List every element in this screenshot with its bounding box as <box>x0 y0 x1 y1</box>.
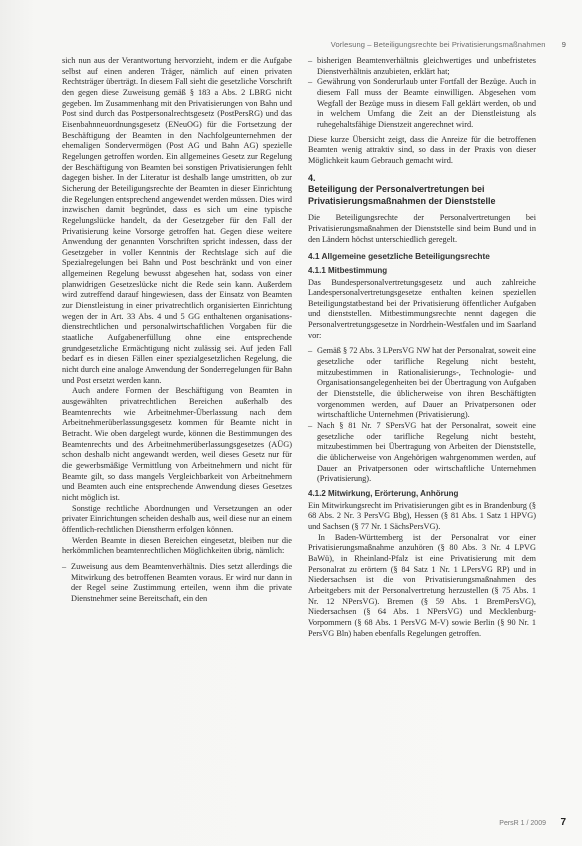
list-item: – Nach § 81 Nr. 7 SPersVG hat der Personalrat, soweit eine gesetzliche oder tarifliche Regelung nicht besteht, mitzubestimmen bei Übertragung von Arbeiten der Dienststelle, die üblicherweise von Angehörigen wahrgenommen werden, auf Dauer an Privatpersonen oder wirtschaftliche Unternehmen (Privatisierung). <box>308 421 536 485</box>
section-number: 4. <box>308 172 316 183</box>
dash-list <box>62 562 292 605</box>
body-paragraph: Die Beteiligungsrechte der Personalvertretungen bei Privatisierungsmaßnahmen der Dienststelle sind beim Bund und in den Ländern höchst unterschiedlich geregelt. <box>308 213 536 244</box>
body-paragraph: In Baden-Württemberg ist der Personalrat vor einer Privatisierungsmaßnahme anzuhören (§ 80 Abs. 3 Nr. 4 LPVG BaWü), in Rheinland-Pfalz ist eine Privatisierung mit dem Personalrat zu erörtern (§ 84 Satz 1 Nr. 1 LPersVG RP) und in Niedersachsen ist die von Privatisierungsmaßnahmen des Arbeitgebers mit der Personalvertretung herzustellen (§ 75 Abs. 1 Nr. 12 NPersVG). Bremen (§ 59 Abs. 1 BremPersVG), Niedersachsen (§ 64 Abs. 1 NPersVG) und Mecklenburg-Vorpommern (§ 68 Abs. 1 PersVG M-V) sowie Berlin (§ 90 Nr. 1 PersVG Bln) haben ebenfalls Regelungen getroffen. <box>308 532 536 638</box>
right-column <box>308 56 536 639</box>
list-item-continued: – bisherigen Beamtenverhältnis gleichwertiges und unbefristetes Dienstverhältnis anzubieten, erklärt hat; <box>308 56 536 77</box>
list-item: – Gemäß § 72 Abs. 3 LPersVG NW hat der Personalrat, soweit eine gesetzliche oder tarifliche Regelung nicht besteht, mitzubestimmen in Rationalisierungs-, Technologie- und Organisationsangelegenheiten bei der Übertragung von Aufgaben der Dienststelle, die üblicherweise von ihren Beschäftigten vorgenommen werden, auf Dauer an Privatpersonen oder wirtschaftliche Unternehmen (Privatisierung). <box>308 346 536 421</box>
page-footer <box>499 812 566 830</box>
body-paragraph: Diese kurze Übersicht zeigt, dass die Anreize für die betroffenen Beamten wenig attraktiv sind, so dass in der Praxis von dieser Möglichkeit kaum Gebrauch gemacht wird. <box>308 134 536 165</box>
list-item: – Gewährung von Sonderurlaub unter Fortfall der Bezüge. Auch in diesem Fall muss der Beamte einwilligen. Abgesehen vom Wegfall der Bezüge muss in diesem Fall geklärt werden, ob und in welchem Umfang die Zeit an der Dienstleistung als ruhegehaltsfähige Dienstzeit angerechnet wird. <box>308 77 536 130</box>
body-paragraph: Auch andere Formen der Beschäftigung von Beamten in ausgewählten privatrechtlichen Bereichen außerhalb des Beamtenrechts wie Arbeitnehmer-Überlassung nach dem Arbeitnehmerüberlassungsgesetz kommen für Beamte nicht in Betracht. Wie oben dargelegt wurde, können die Bestimmungen des Beamtenrechts und des Arbeitnehmerüberlassungsgesetzes (AÜG) schon deshalb nicht angewandt werden, weil dieses Gesetz nur für die gewerbsmäßige Vermittlung von Arbeitnehmern und nicht für Beamte gilt, so dass mangels Vergleichbarkeit von Arbeitnehmern und Beamten auch eine entsprechende Anwendung dieses Gesetzes nicht möglich ist. <box>62 386 292 502</box>
section-heading: Beteiligung der Personalvertretungen bei Privatisierungsmaßnahmen der Dienststelle <box>308 184 496 206</box>
left-column <box>62 56 292 604</box>
issue-label: PersR 1 / 2009 <box>499 820 546 827</box>
subsection-heading: 4.1 Allgemeine gesetzliche Beteiligungsrechte <box>308 251 490 262</box>
list-item: – Zuweisung aus dem Beamtenverhältnis. Dies setzt allerdings die Mitwirkung des betroffenen Beamten voraus. Er wird nur dann in der Regel seine Zustimmung erteilen, wenn ihm die private Dienstnehmer seine Bereitschaft, ein den <box>62 562 292 605</box>
body-paragraph: Das Bundespersonalvertretungsgesetz und auch zahlreiche Landespersonalvertretungsgesetze enthalten keinen speziellen Beteiligungstatbestand bei der Privatisierung öffentlicher Aufgaben und dienststellen. Mitbestimmungsrechte nennt dagegen die Personalvertretungsgesetze in Nordrhein-Westfalen und im Saarland vor: <box>308 277 536 340</box>
body-paragraph: Werden Beamte in diesen Bereichen eingesetzt, bleiben nur die herkömmlichen beamtenrechtlichen Möglichkeiten übrig, nämlich: <box>62 535 292 556</box>
body-paragraph: Ein Mitwirkungsrecht im Privatisierungen gibt es in Brandenburg (§ 68 Abs. 2 Nr. 3 PersVG Bbg), Hessen (§ 81 Abs. 1 Satz 1 HPVG) und Sachsen (§ 77 Nr. 1 SächsPersVG). <box>308 500 536 531</box>
body-paragraph: Sonstige rechtliche Abordnungen und Versetzungen an oder privater Einrichtungen scheiden deshalb aus, weil diese nur an einem öffentlich-rechtlichen Dienstherrn erfolgen können. <box>62 503 292 534</box>
subsubsection-heading: 4.1.1 Mitbestimmung <box>308 265 388 275</box>
dash-list <box>308 56 536 131</box>
footer-page-number: 7 <box>560 817 566 828</box>
dash-list <box>308 346 536 485</box>
running-header <box>331 40 566 49</box>
header-page-number: 9 <box>561 40 566 49</box>
running-title: Vorlesung – Beteiligungsrechte bei Privatisierungsmaßnahmen <box>330 40 546 49</box>
body-paragraph: sich nun aus der Verantwortung hervorzieht, indem er die Aufgabe selbst auf einen anderen Träger, nämlich auf einen privaten Rechtsträger überträgt. In diesem Fall sieht die gesetzliche Vorschrift den gegen diese Zuweisung gemäß § 183 a Abs. 2 LBRG nicht gegeben. Im Zusammenhang mit den Privatisierungen von Bahn und Post sind durch das Postpersonalrechtsgesetz (PostPersRG) und das Eisenbahnneuordnungsgesetz (ENeuOG) für die Fortsetzung der Beschäftigung der Beamten in den Nachfolgeunternehmen der ehemaligen Sondervermögen (Post AG und Bahn AG) spezielle Regelungen getroffen worden. Ein allgemeines Gesetz zur Regelung der Beschäftigung von Beamten bei sonstigen Privatisierungen fehlt dagegen bisher. In der Literatur ist deshalb lange umstritten, ob zur Sicherung der Beteiligungsrechte der Beamten in dieser Einrichtung die Regelungen entsprechend angewendet werden müssen. Dies wird inzwischen damit begründet, dass es sich um eine typische Regelungslücke handelt, da der Gesetzgeber für den Fall der Privatisierung keine Vorsorge getroffen hat. Gegen diese weitere Anwendung der genannten Vorschriften spricht indessen, dass der Gesetzgeber in voller Kenntnis der Rechtslage sich auf die Spezialregelungen bei Bahn und Post beschränkt und von einer allgemeinen Regelung bewusst abgesehen hat, sodass von einer planwidrigen Gesetzeslücke nicht die Rede sein kann. Außerdem wird zutreffend darauf hingewiesen, dass der Einsatz von Beamten zur Dienstleistung in einer privatrechtlich organisierten Einrichtung wegen der in Art. 33 Abs. 4 und 5 GG enthaltenen organisations- dienstrechtlichen und personalwirtschaftlichen Vorgaben für die staatliche Aufgabenerfüllung ohne eine entsprechende grundgesetzliche Ermächtigung nicht zulässig sei. Auf jeden Fall bedarf es in diesen Fällen einer spezialgesetzlichen Regelung, die nicht durch eine analoge Anwendung der Sonderregelungen für Bahn und Post ersetzt werden kann. <box>62 56 292 385</box>
subsubsection-heading: 4.1.2 Mitwirkung, Erörterung, Anhörung <box>308 488 459 498</box>
